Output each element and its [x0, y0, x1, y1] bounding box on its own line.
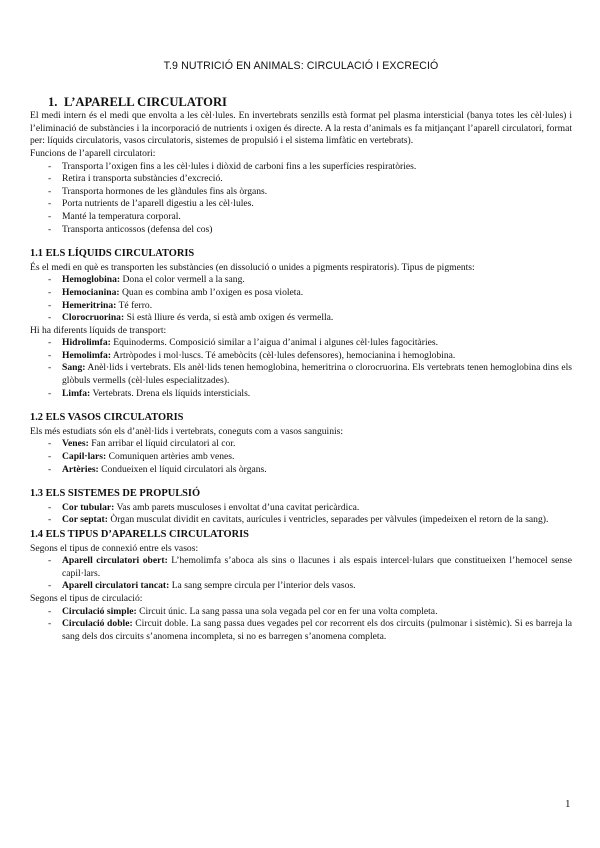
- circulation-list: [30, 606, 572, 644]
- definition: Condueixen el líquid circulatori als òrgans.: [98, 463, 267, 475]
- term: Circulació doble:: [62, 618, 133, 630]
- list-item: [30, 502, 572, 515]
- term: Aparell circulatori obert:: [62, 555, 168, 567]
- page-number: 1: [565, 798, 571, 810]
- term: Circulació simple:: [62, 605, 137, 617]
- liquids-label: Hi ha diferents líquids de transport:: [30, 324, 167, 336]
- list-item: [30, 312, 572, 325]
- definition: Té ferro.: [116, 299, 153, 311]
- list-item: - Transporta l’oxigen fins a les cèl·lules i diòxid de carboni fins a les superfícies respiratòries.: [30, 161, 572, 174]
- definition: Quan es combina amb l’oxigen es posa violeta.: [119, 286, 304, 298]
- list-item: [30, 274, 572, 287]
- list-item: [30, 555, 572, 580]
- term: Sang:: [62, 362, 86, 374]
- subsection-heading-1-4: 1.4 ELS TIPUS D’APARELLS CIRCULATORIS: [30, 529, 249, 540]
- definition: Òrgan musculat dividit en cavitats, aurícules i ventricles, separades per vàlvules (impedeixen el retorn de la sang).: [107, 514, 549, 526]
- document-page: [30, 60, 572, 643]
- definition: La sang sempre circula per l’interior dels vasos.: [169, 580, 356, 592]
- list-item: [30, 618, 572, 643]
- term: Capil·lars:: [62, 451, 107, 463]
- list-item: [30, 606, 572, 619]
- term: Aparell circulatori tancat:: [62, 580, 170, 592]
- list-item: [30, 451, 572, 464]
- subsection-intro: Els més estudiats són els d’anèl·lids i vertebrats, coneguts com a vasos sanguinis:: [30, 425, 344, 437]
- list-item: - Transporta anticossos (defensa del cos): [30, 224, 572, 237]
- definition: Dona el color vermell a la sang.: [120, 274, 245, 286]
- subsection-intro: És el medi en què es transporten les substàncies (en dissolució o unides a pigments respiratoris). Tipus de pigments:: [30, 261, 475, 273]
- term: Hidrolimfa:: [62, 337, 111, 349]
- list-item: [30, 337, 572, 350]
- list-item: [30, 350, 572, 363]
- list-item: [30, 580, 572, 593]
- document-title: T.9 NUTRICIÓ EN ANIMALS: CIRCULACIÓ I EXCRECIÓ: [163, 60, 439, 72]
- term: Hemeritrina:: [62, 299, 117, 311]
- list-item: - Retira i transporta substàncies d’excreció.: [30, 173, 572, 186]
- definition: Equinoderms. Composició similar a l’aigua d’animal i algunes cèl·lules fagocitàries.: [110, 337, 439, 349]
- connection-label: Segons el tipus de connexió entre els vasos:: [30, 542, 199, 554]
- propulsion-list: [30, 502, 572, 527]
- term: Hemolimfa:: [62, 349, 112, 361]
- definition: Si està lliure és verda, si està amb oxigen és vermella.: [124, 312, 334, 324]
- list-item: - Manté la temperatura corporal.: [30, 211, 572, 224]
- definition: Circuit únic. La sang passa una sola vegada pel cor en fer una volta completa.: [136, 605, 438, 617]
- vessels-list: [30, 438, 572, 476]
- term: Artèries:: [62, 463, 99, 475]
- term: Cor tubular:: [62, 501, 115, 513]
- circulation-label: Segons el tipus de circulació:: [30, 592, 143, 604]
- list-item: [30, 287, 572, 300]
- list-item: [30, 362, 572, 387]
- definition: L’hemolimfa s’aboca als sins o llacunes i als espais intercel·lulars que constitueixen l’hemocel sense capil·lars.: [62, 555, 572, 579]
- list-item: [30, 514, 572, 527]
- pigments-list: [30, 274, 572, 324]
- definition: Comuniquen artèries amb venes.: [106, 451, 235, 463]
- definition: Anèl·lids i vertebrats. Els anèl·lids tenen hemoglobina, hemeritrina o clorocruorina. Els vertebrats tenen hemoglobina dins els glòbuls vermells (cèl·lules especialitzades).: [62, 362, 572, 387]
- subsection-heading-1-3: 1.3 ELS SISTEMES DE PROPULSIÓ: [30, 488, 201, 500]
- term: Cor septat:: [62, 514, 108, 526]
- list-item: - Transporta hormones de les glàndules fins als òrgans.: [30, 186, 572, 199]
- section-intro: El medi intern és el medi que envolta a les cèl·lules. En invertebrats senzills està format pel plasma intersticial (banya totes les cèl·lules) i l’eliminació de substàncies i la incorporació de nutrients i oxigen és directe. A la resta d’animals es fa mitjançant l’aparell circulatori, format per: líquids circulatoris, vasos circulatoris, sistemes de propulsió i el sistema limfàtic en vertebrats).: [30, 110, 572, 147]
- section-heading-1: [48, 96, 572, 109]
- liquids-list: [30, 337, 572, 400]
- definition: Artròpodes i mol·luscs. Té amebòcits (cèl·lules defensores), hemocianina i hemoglobina.: [111, 349, 456, 361]
- list-item: [30, 464, 572, 477]
- list-item: [30, 438, 572, 451]
- subsection-heading-1-2: 1.2 ELS VASOS CIRCULATORIS: [30, 412, 184, 424]
- definition: Circuit doble. La sang passa dues vegades pel cor recorrent els dos circuits (pulmonar i sistèmic). Si es barreja la sang dels dos circuits s’anomena incompleta, si no es barregen s’anomena completa.: [62, 618, 573, 642]
- functions-label: Funcions de l’aparell circulatori:: [30, 147, 156, 159]
- definition: Vas amb parets musculoses i envoltat d’una cavitat pericàrdica.: [114, 501, 360, 513]
- section-number: 1.: [48, 94, 58, 109]
- connection-list: [30, 555, 572, 593]
- section-title: L’APARELL CIRCULATORI: [64, 94, 227, 109]
- definition: Fan arribar el líquid circulatori al cor.: [88, 438, 236, 450]
- definition: Vertebrats. Drena els líquids intersticials.: [90, 387, 251, 399]
- term: Venes:: [62, 438, 89, 450]
- list-item: - Porta nutrients de l’aparell digestiu a les cèl·lules.: [30, 198, 572, 211]
- functions-list: [30, 161, 572, 237]
- list-item: [30, 388, 572, 401]
- term: Clorocruorina:: [62, 312, 125, 324]
- term: Hemoglobina:: [62, 274, 121, 286]
- list-item: [30, 300, 572, 313]
- term: Limfa:: [62, 387, 91, 399]
- term: Hemocianina:: [62, 286, 120, 298]
- subsection-heading-1-1: 1.1 ELS LÍQUIDS CIRCULATORIS: [30, 248, 195, 260]
